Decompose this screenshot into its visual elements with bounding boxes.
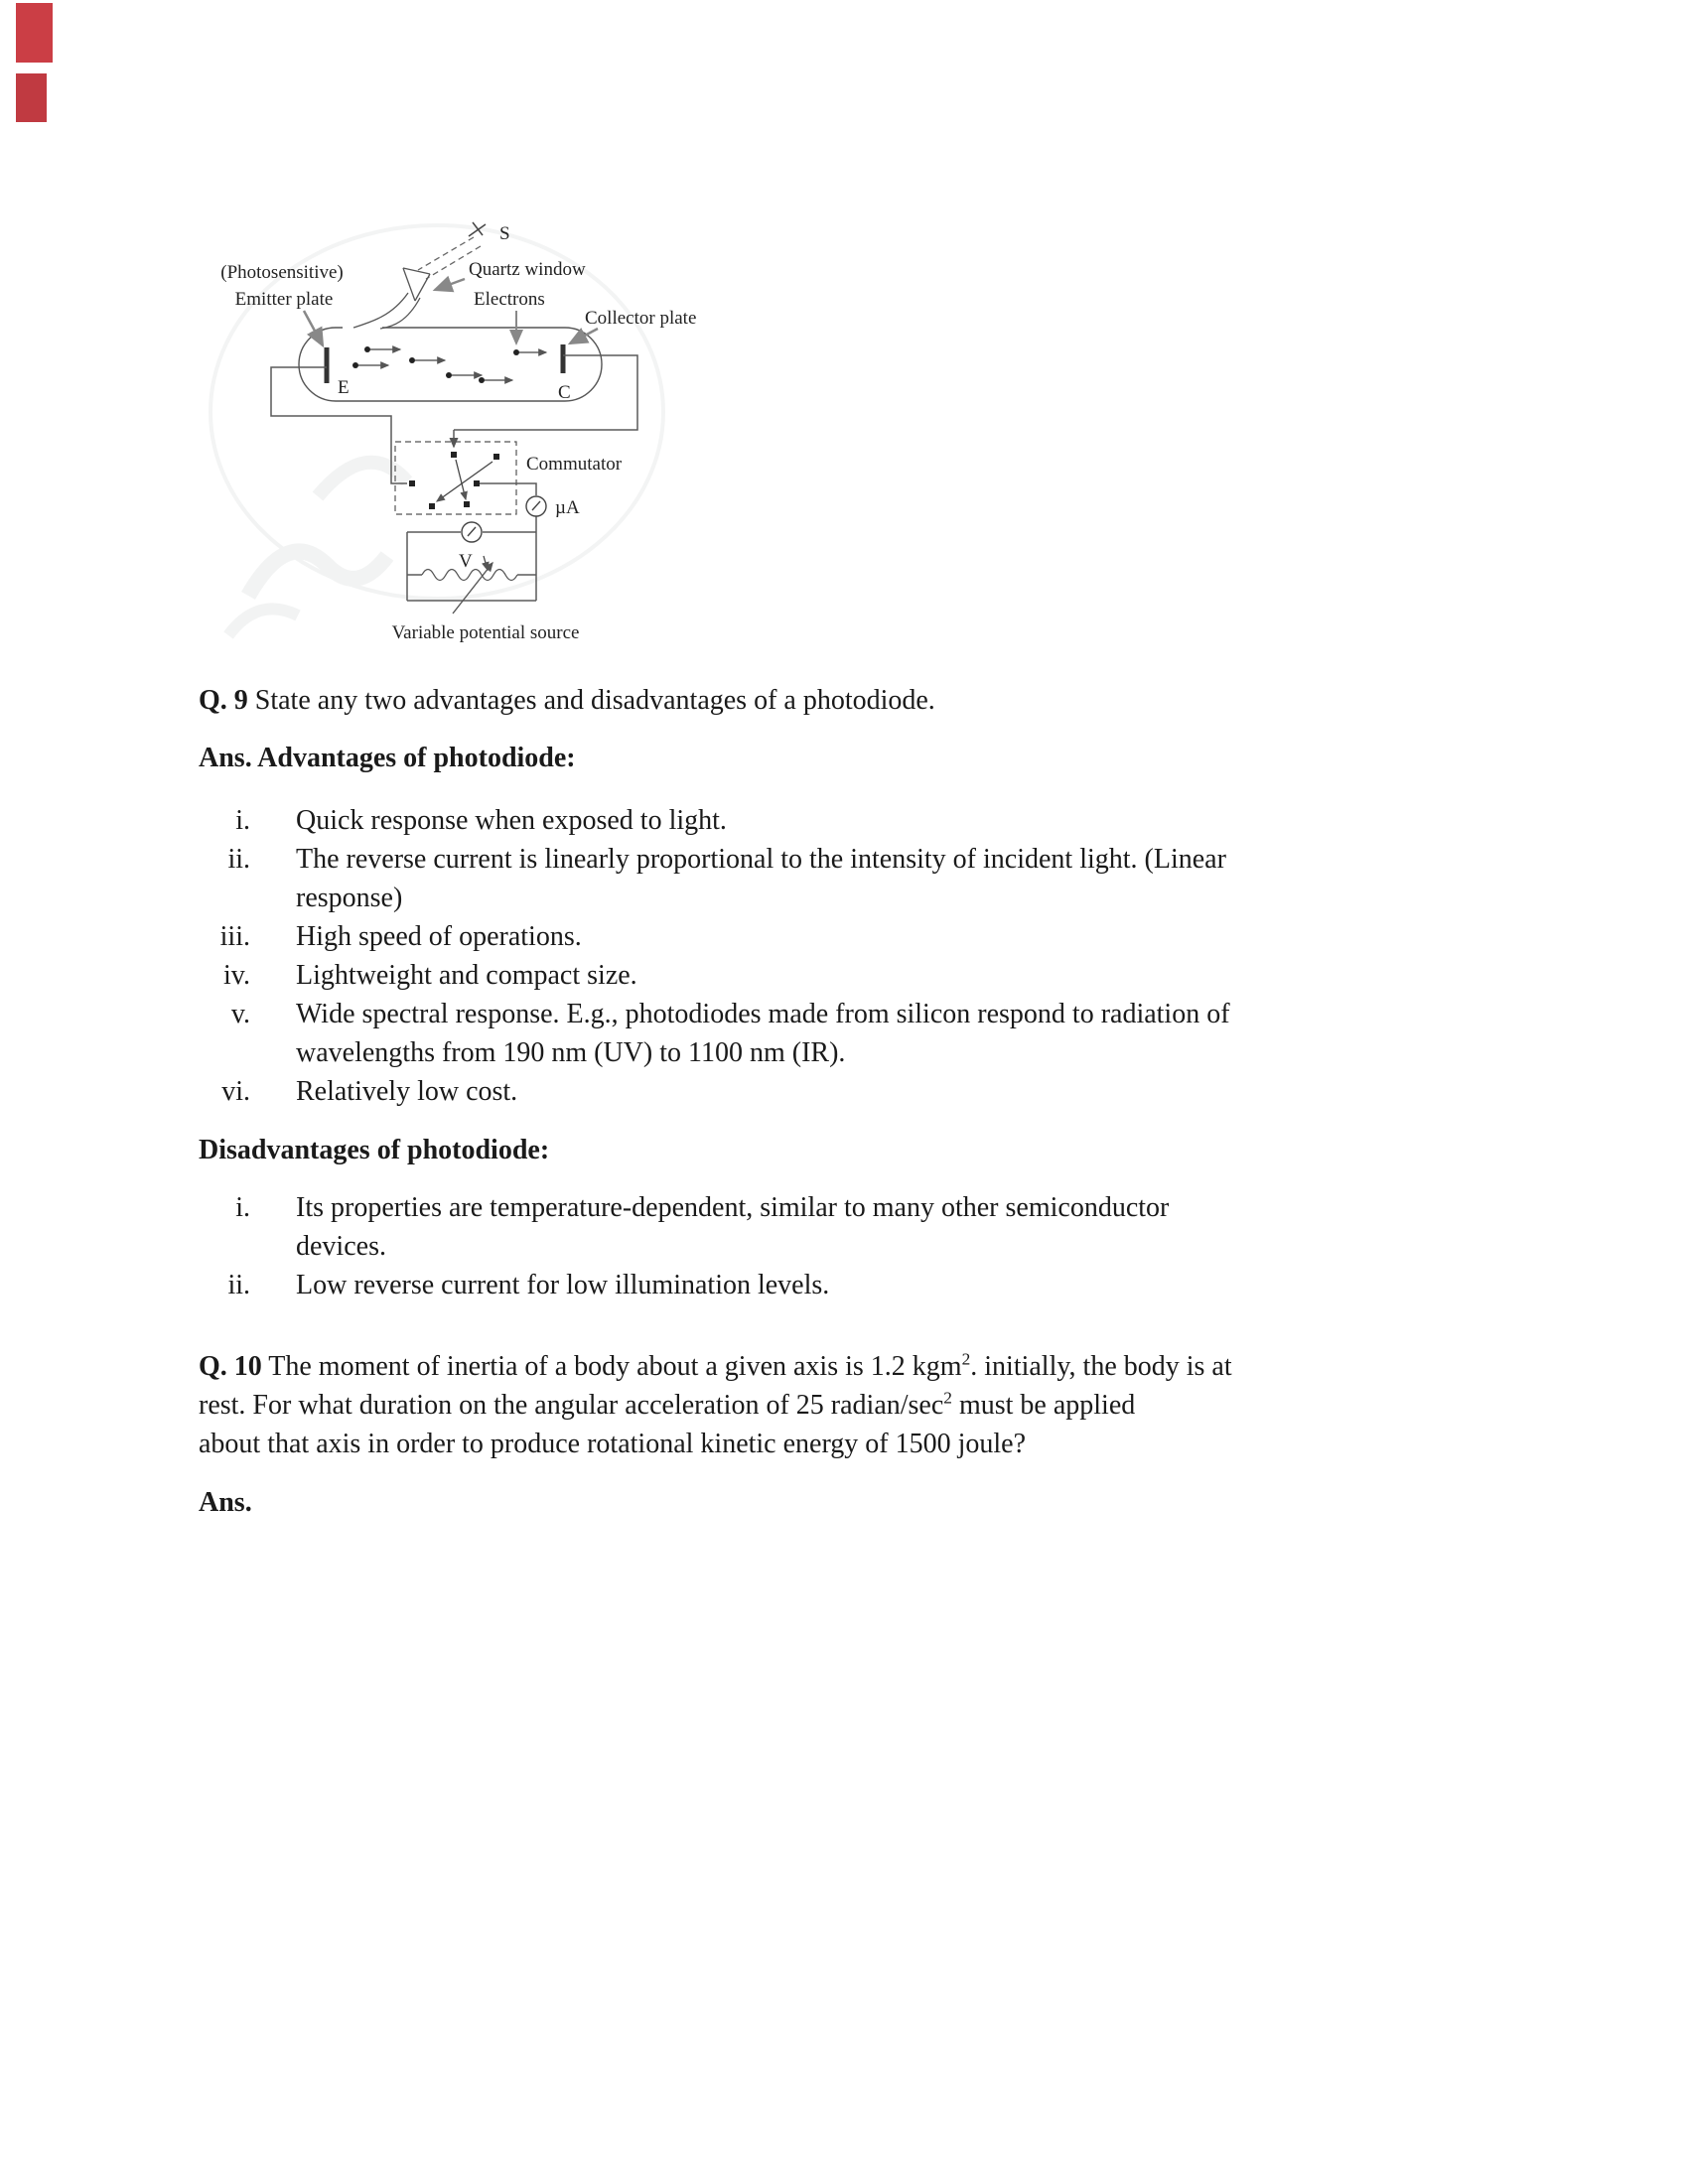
label-commutator: Commutator	[526, 454, 623, 475]
list-item	[199, 1266, 1499, 1304]
list-item	[199, 995, 1499, 1072]
list-item-text: The reverse current is linearly proportional to the intensity of incident light. (Linear response)	[296, 844, 1226, 913]
list-item	[199, 1188, 1499, 1266]
label-electrons: Electrons	[474, 289, 545, 310]
label-photosensitive: (Photosensitive)	[220, 262, 344, 283]
red-mark-top	[16, 3, 53, 63]
photocell-circuit-diagram	[189, 199, 745, 665]
list-item-text: Lightweight and compact size.	[296, 960, 637, 991]
disadvantages-list	[199, 1188, 1499, 1304]
list-item	[199, 801, 1499, 840]
advantages-list	[199, 801, 1499, 1111]
label-collector-c: C	[558, 382, 571, 403]
label-quartz-window: Quartz window	[469, 259, 586, 280]
list-item	[199, 840, 1499, 917]
list-item	[199, 956, 1499, 995]
list-item	[199, 1072, 1499, 1111]
list-item-numeral: ii.	[227, 844, 250, 875]
microammeter-icon	[526, 496, 546, 516]
label-variable-potential-source: Variable potential source	[391, 622, 580, 643]
list-item-numeral: i.	[235, 1192, 250, 1223]
voltage-tap-arrow	[484, 556, 488, 570]
question-10-text: Q. 10 The moment of inertia of a body about a given axis is 1.2 kgm$^2$. initially, the body is at rest. For what duration on the angular acceleration of 25 radian/$\sec^2$ must be applied about that axis in order to produce rotational kinetic energy of 1500 joule?	[199, 1349, 1232, 1459]
quartz-window-shape	[353, 268, 430, 329]
label-emitter-e: E	[338, 377, 350, 398]
list-item-text: Wide spectral response. E.g., photodiodes made from silicon respond to radiation of wavelengths from 190 nm (UV) to 1100 nm (IR).	[296, 999, 1230, 1068]
list-item-text: Low reverse current for low illumination levels.	[296, 1270, 830, 1300]
label-source: S	[499, 223, 510, 244]
disadvantages-heading: Disadvantages of photodiode:	[199, 1135, 550, 1165]
label-emitter-plate: Emitter plate	[234, 289, 334, 310]
label-arrows	[304, 279, 598, 345]
list-item-numeral: vi.	[221, 1076, 250, 1107]
list-item-numeral: ii.	[227, 1270, 250, 1300]
list-item-text: Its properties are temperature-dependent, similar to many other semiconductor devices.	[296, 1192, 1170, 1262]
list-item-text: Relatively low cost.	[296, 1076, 518, 1107]
electrons-flow	[352, 346, 546, 383]
answer-10-label: Ans.	[199, 1487, 252, 1518]
list-item-text: Quick response when exposed to light.	[296, 805, 727, 836]
question-9-text: Q. 9 State any two advantages and disadvantages of a photodiode.	[199, 685, 935, 716]
list-item	[199, 917, 1499, 956]
commutator-cross-wires	[437, 460, 492, 501]
label-microammeter: µA	[555, 497, 580, 518]
list-item-numeral: iv.	[223, 960, 250, 991]
voltmeter-icon	[462, 522, 482, 542]
list-item-numeral: v.	[230, 999, 250, 1029]
list-item-numeral: i.	[235, 805, 250, 836]
list-item-text: High speed of operations.	[296, 921, 582, 952]
answer-9-heading: Ans. Advantages of photodiode:	[199, 743, 576, 773]
red-mark-bottom	[16, 73, 47, 122]
label-voltmeter: V	[459, 551, 473, 572]
label-collector-plate: Collector plate	[585, 308, 697, 329]
list-item-numeral: iii.	[219, 921, 250, 952]
commutator-contacts	[409, 452, 499, 509]
